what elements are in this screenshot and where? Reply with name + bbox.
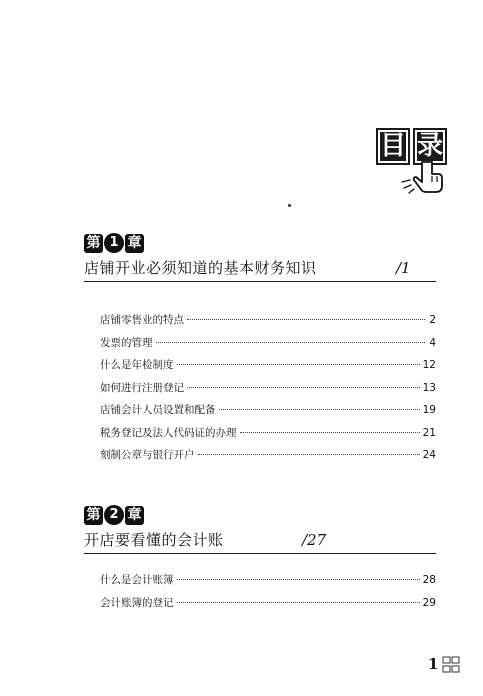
footer-logo-icon [442,656,460,673]
toc-entry[interactable] [100,332,436,355]
chapter-1-prefix: 第 [84,234,103,253]
toc-entry-title: 税务登记及法人代码证的办理 [100,426,237,439]
chapter-1-number: 1 [104,233,124,253]
chapter-2-suffix: 章 [125,506,144,525]
toc-entry-page: 29 [422,596,436,609]
chapter-2-title-row[interactable] [84,529,436,554]
toc-entry[interactable] [100,592,436,615]
chapter-2-number: 2 [104,505,124,525]
chapter-2-entries [100,569,436,614]
chapter-1-suffix: 章 [125,234,144,253]
toc-entry-page: 19 [422,404,436,416]
chapter-1-title: 店铺开业必须知道的基本财务知识 [84,259,317,277]
toc-entry[interactable] [100,377,436,400]
toc-entry-page: 21 [422,426,436,439]
toc-entry-title: 店铺会计人员设置和配备 [100,404,216,416]
toc-entry[interactable] [100,309,436,332]
toc-entry[interactable] [100,444,436,467]
toc-entry-page: 28 [422,574,436,586]
dot-leader [198,454,420,455]
dot-leader [219,409,420,410]
toc-entry[interactable] [100,422,436,445]
dot-leader [177,364,420,365]
chapter-1-header [84,232,436,282]
toc-entry-title: 会计账簿的登记 [100,596,174,609]
chapter-2-badge [84,504,436,526]
toc-entry-page: 12 [422,359,436,371]
pointing-hand-icon [398,160,446,196]
dot-leader [240,432,420,433]
chapter-1-entries [100,309,436,467]
toc-entry-page: 13 [422,381,436,394]
dot-leader [177,602,420,603]
chapter-2-page: /27 [302,531,327,549]
chapter-1-page: /1 [396,259,411,277]
decorative-dot [288,204,291,207]
toc-entry-title: 如何进行注册登记 [100,381,184,394]
toc-entry[interactable] [100,354,436,377]
dot-leader [187,387,420,388]
toc-entry[interactable] [100,569,436,592]
toc-entry-page: 4 [429,336,436,349]
toc-title-char-1: 目 [376,128,410,165]
dot-leader [177,579,420,580]
chapter-2-header [84,504,436,554]
toc-entry-title: 什么是年检制度 [100,359,174,371]
chapter-1-badge [84,232,436,254]
toc-title-char-2: 录 [413,128,447,165]
toc-entry-title: 发票的管理 [100,336,153,349]
toc-entry-page: 24 [422,449,436,461]
toc-entry[interactable] [100,399,436,422]
dot-leader [187,319,425,320]
chapter-2-title: 开店要看懂的会计账 [84,531,224,549]
toc-entry-page: 2 [429,314,436,326]
dot-leader [156,342,426,343]
toc-entry-title: 刻制公章与银行开户 [100,449,195,461]
toc-entry-title: 什么是会计账簿 [100,574,174,586]
toc-entry-title: 店铺零售业的特点 [100,314,184,326]
chapter-2-prefix: 第 [84,506,103,525]
page-number: 1 [428,655,439,673]
chapter-1-title-row[interactable] [84,257,436,282]
